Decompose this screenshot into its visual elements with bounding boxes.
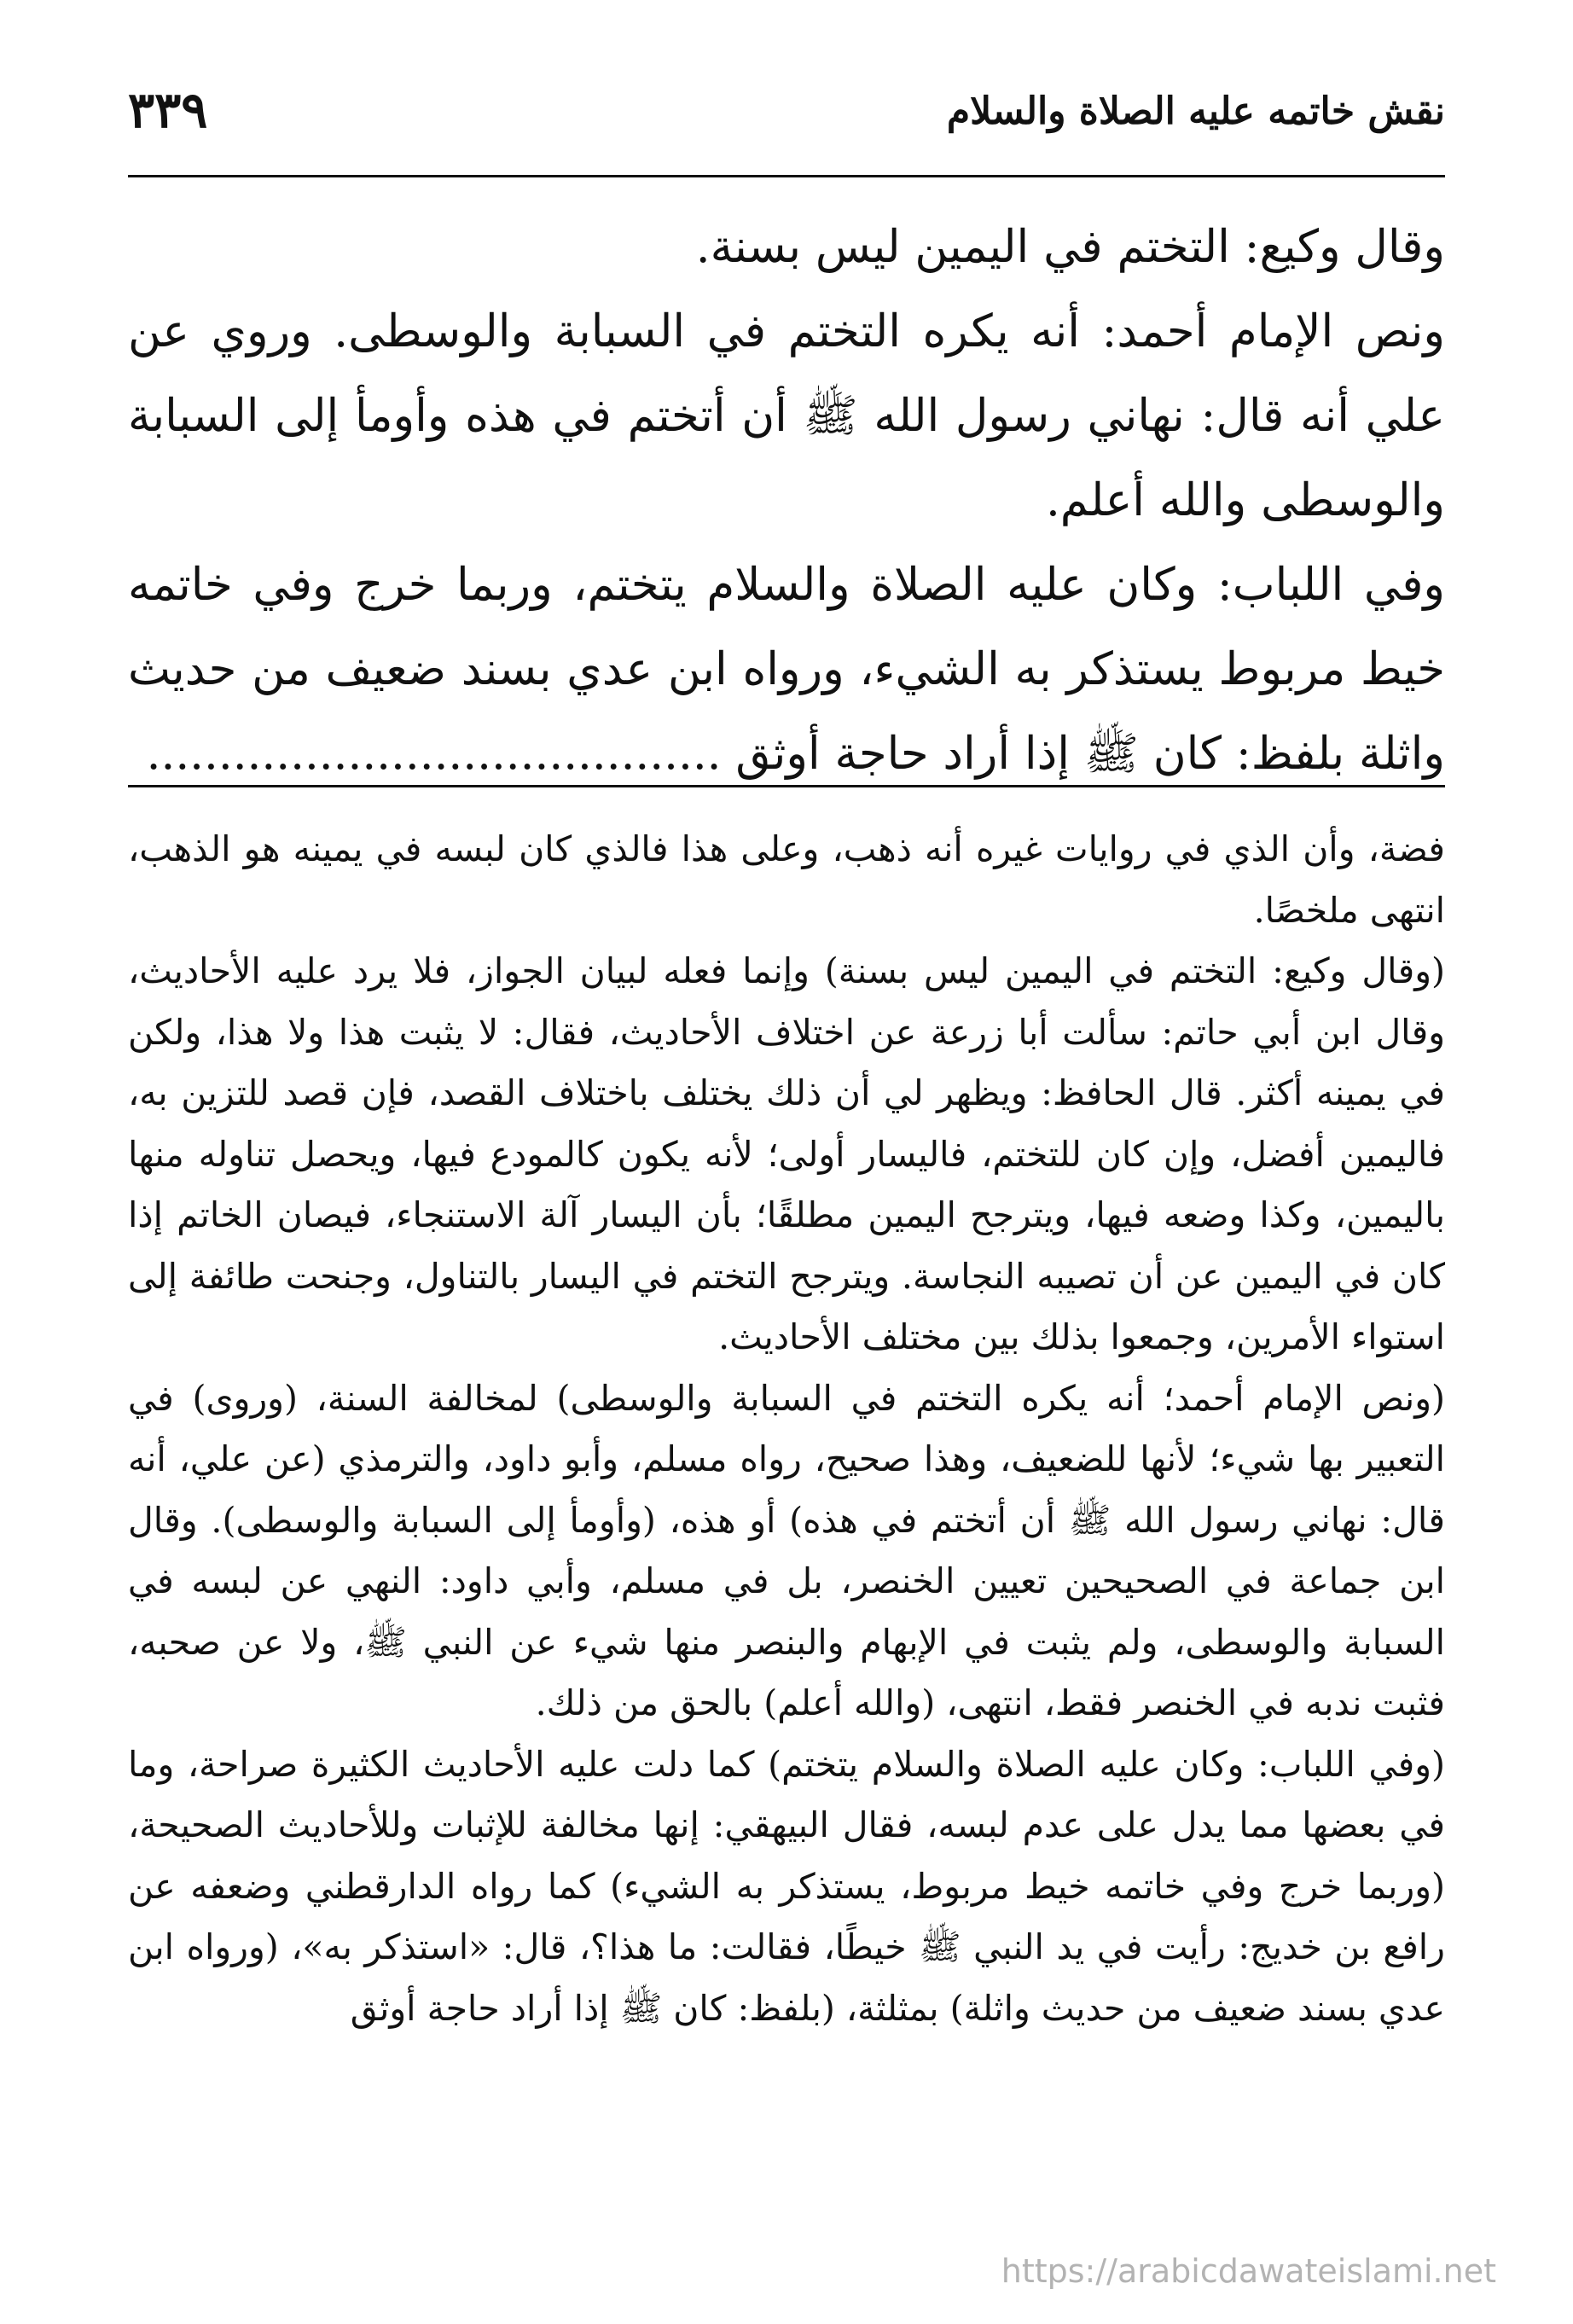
commentary-paragraph: (وفي اللباب: وكان عليه الصلاة والسلام يتختم) كما دلت عليه الأحاديث الكثيرة صراحة، وما في بعضها مما يدل على عدم لبسه، فقال البيهقي: إنها مخالفة للإثبات وللأحاديث الصحيحة، (وربما خرج وفي خاتمه خيط مربوط، يستذكر به الشيء) كما رواه الدارقطني وضعفه عن رافع بن خديج: رأيت في يد النبي ﷺ خيطًا، فقالت: ما هذا؟، قال: «استذكر به»، (ورواه ابن عدي بسند ضعيف من حديث واثلة) بمثلثة، (بلفظ: كان ﷺ إذا أراد حاجة أوثق [128,1743,1445,2029]
page-number: ٣٣٩ [128,81,208,139]
page-header [128,81,1445,177]
footnote-separator [128,785,1445,787]
main-paragraph-text: وفي اللباب: وكان عليه الصلاة والسلام يتختم، وربما خرج وفي خاتمه خيط مربوط يستذكر به الشيء، ورواه ابن عدي بسند ضعيف من حديث واثلة بلفظ: كان ﷺ إذا أراد حاجة أوثق [128,559,1445,780]
commentary-paragraph: فضة، وأن الذي في روايات غيره أنه ذهب، وعلى هذا فالذي كان لبسه في يمينه هو الذهب، انتهى ملخصًا. [128,828,1445,931]
main-text [128,205,1445,796]
running-title: نقش خاتمه عليه الصلاة والسلام [946,90,1445,133]
commentary-paragraph: (ونص الإمام أحمد؛ أنه يكره التختم في السبابة والوسطى) لمخالفة السنة، (وروى) في التعبير بها شيء؛ لأنها للضعيف، وهذا صحيح، رواه مسلم، وأبو داود، والترمذي (عن علي، أنه قال: نهاني رسول الله ﷺ أن أتختم في هذه) أو هذه، (وأومأ إلى السبابة والوسطى). وقال ابن جماعة في الصحيحين تعيين الخنصر، بل في مسلم، وأبي داود: النهي عن لبسه في السبابة والوسطى، ولم يثبت في الإبهام والبنصر منها شيء عن النبي ﷺ، ولا عن صحبه، فثبت ندبه في الخنصر فقط، انتهى، (والله أعلم) بالحق من ذلك. [128,1377,1445,1723]
main-paragraph [128,543,1445,796]
ellipsis-dots: ........................................ [146,728,722,780]
commentary-text [128,819,1445,2039]
commentary-paragraph: (وقال وكيع: التختم في اليمين ليس بسنة) وإنما فعله لبيان الجواز، فلا يرد عليه الأحاديث، وقال ابن أبي حاتم: سألت أبا زرعة عن اختلاف الأحاديث، فقال: لا يثبت هذا ولا هذا، ولكن في يمينه أكثر. قال الحافظ: ويظهر لي أن ذلك يختلف باختلاف القصد، فإن قصد للتزين به، فاليمين أفضل، وإن كان للتختم، فاليسار أولى؛ لأنه يكون كالمودع فيها، ويحصل تناوله منها باليمين، وكذا وضعه فيها، ويترجح اليمين مطلقًا؛ بأن اليسار آلة الاستنجاء، فيصان الخاتم إذا كان في اليمين عن أن تصيبه النجاسة. ويترجح التختم في اليسار بالتناول، وجنحت طائفة إلى استواء الأمرين، وجمعوا بذلك بين مختلف الأحاديث. [128,950,1445,1357]
main-paragraph: ونص الإمام أحمد: أنه يكره التختم في السبابة والوسطى. وروي عن علي أنه قال: نهاني رسول الله ﷺ أن أتختم في هذه وأومأ إلى السبابة والوسطى والله أعلم. [128,305,1445,526]
watermark-url: https://arabicdawateislami.net [1001,2252,1496,2290]
main-paragraph: وقال وكيع: التختم في اليمين ليس بسنة. [695,221,1445,273]
